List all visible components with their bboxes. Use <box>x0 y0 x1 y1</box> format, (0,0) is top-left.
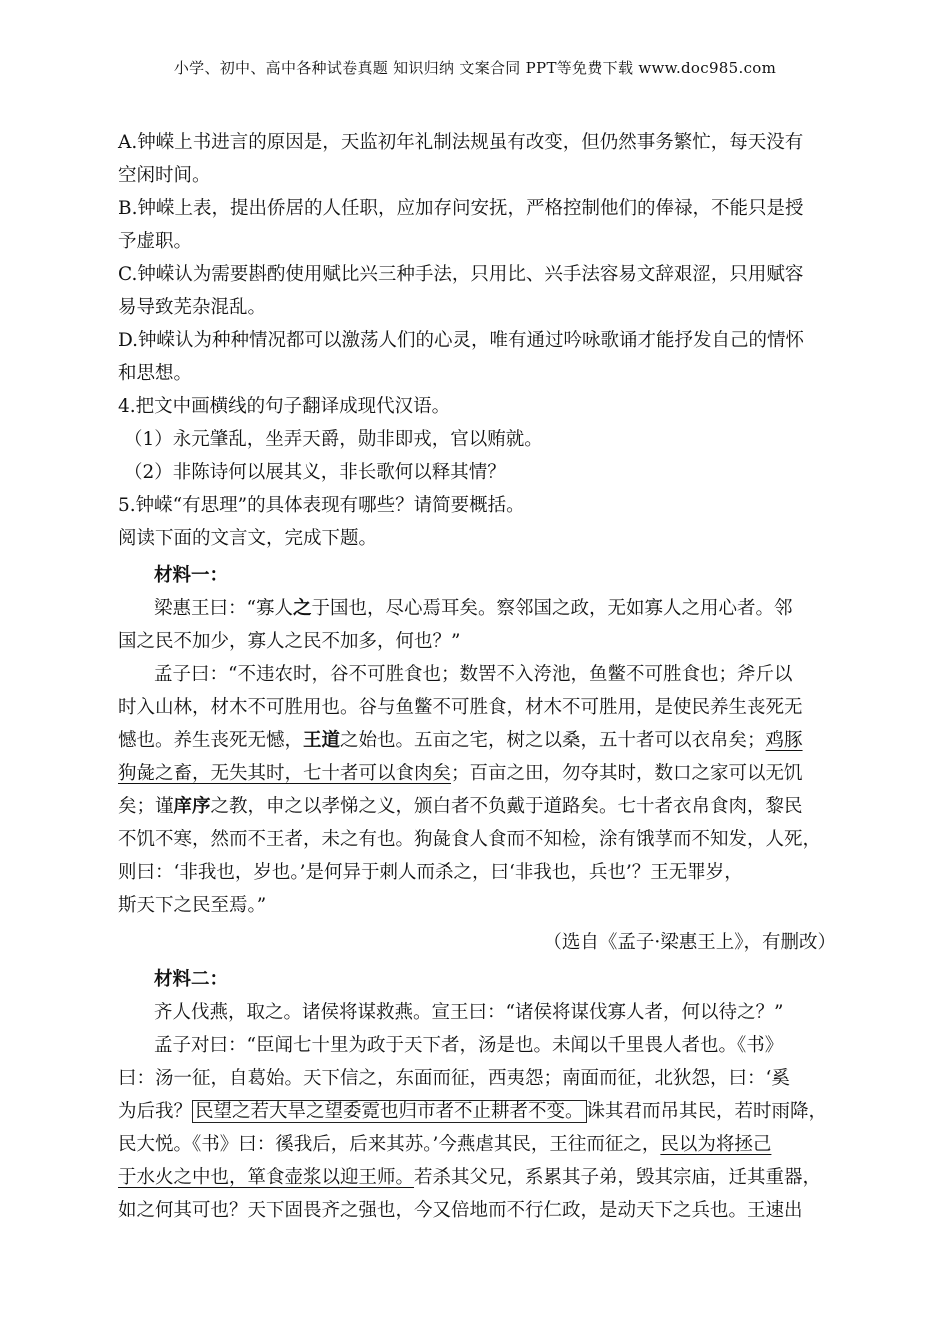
option-b-line1: B.钟嵘上表，提出侨居的人任职，应加存问安抚，严格控制他们的俸禄，不能只是授 <box>118 198 804 219</box>
question-4-prompt: 4.把文中画横线的句子翻译成现代汉语。 <box>118 396 451 417</box>
emphasis-word: 之 <box>292 598 312 619</box>
boxed-sentence: 民望之若大旱之望委霓也归市者不止耕者不变。 <box>192 1100 587 1123</box>
material-2-para-2-line: 孟子对曰：“臣闻七十里为政于天下者，汤是也。未闻以千里畏人者也。《书》 <box>154 1035 784 1056</box>
material-1-para-2-line: 则曰：‘非我也，岁也。’是何异于刺人而杀之，曰‘非我也，兵也’？王无罪岁， <box>118 862 743 883</box>
material-2-para-2-line: 于水火之中也，箪食壶浆以迎王师。若杀其父兄，系累其子弟，毁其宗庙，迁其重器， <box>118 1167 822 1188</box>
material-1-para-1-line: 国之民不加少，寡人之民不加多，何也？” <box>118 631 461 652</box>
material-2-title: 材料二： <box>154 969 229 990</box>
question-5-prompt: 5.钟嵘“有思理”的具体表现有哪些？请简要概括。 <box>118 495 525 516</box>
underlined-sentence: 鸡豚 <box>765 730 803 751</box>
option-a-line2: 空闲时间。 <box>118 165 211 186</box>
material-2-para-1: 齐人伐燕，取之。诸侯将谋救燕。宣王曰：“诸侯将谋伐寡人者，何以待之？” <box>154 1002 784 1023</box>
option-c-line2: 易导致芜杂混乱。 <box>118 297 267 318</box>
material-1-para-1-line: 梁惠王曰：“寡人之于国也，尽心焉耳矣。察邻国之政，无如寡人之用心者。邻 <box>154 598 793 619</box>
underlined-sentence: 于水火之中也，箪食壶浆以迎王师。 <box>118 1167 415 1188</box>
reading-intro: 阅读下面的文言文，完成下题。 <box>118 528 378 549</box>
material-2-para-2-line: 民大悦。《书》曰：徯我后，后来其苏。’今燕虐其民，王往而征之，民以为将拯己 <box>118 1134 772 1155</box>
material-2-para-2-line: 为后我？ 民望之若大旱之望委霓也归市者不止耕者不变。 诛其君而吊其民，若时雨降， <box>118 1101 828 1122</box>
option-d-line2: 和思想。 <box>118 363 193 384</box>
document-body <box>118 126 848 1227</box>
material-1-para-2-line: 斯天下之民至焉。” <box>118 895 267 916</box>
option-c-line1: C.钟嵘认为需要斟酌使用赋比兴三种手法，只用比、兴手法容易文辞艰涩，只用赋容 <box>118 264 804 285</box>
underlined-sentence: 狗彘之畜，无失其时，七十者可以食肉矣 <box>118 763 452 784</box>
material-1-para-2-line: 时入山林，材木不可胜用也。谷与鱼鳖不可胜食，材木不可胜用，是使民养生丧死无 <box>118 697 803 718</box>
material-1-title: 材料一： <box>154 565 229 586</box>
material-1-para-2-line: 孟子曰：“不违农时，谷不可胜食也；数罟不入洿池，鱼鳖不可胜食也；斧斤以 <box>154 664 793 685</box>
page-header: 小学、初中、高中各种试卷真题 知识归纳 文案合同 PPT等免费下载 www.doc985.com <box>173 59 777 77</box>
emphasis-word: 庠序 <box>173 796 211 817</box>
material-1-para-2-line: 憾也。养生丧死无憾，王道之始也。五亩之宅，树之以桑，五十者可以衣帛矣；鸡豚 <box>118 730 803 751</box>
option-a-line1: A.钟嵘上书进言的原因是，天监初年礼制法规虽有改变，但仍然事务繁忙，每天没有 <box>118 132 804 153</box>
option-b-line2: 予虚职。 <box>118 231 193 252</box>
material-2-para-2-line: 曰：汤一征，自葛始。天下信之，东面而征，西夷怨；南面而征，北狄怨，曰：‘奚 <box>118 1068 790 1089</box>
material-1-para-2-line: 矣；谨庠序之教，申之以孝悌之义，颁白者不负戴于道路矣。七十者衣帛食肉，黎民 <box>118 796 803 817</box>
material-2-para-2-line: 如之何其可也？天下固畏齐之强也，今又倍地而不行仁政，是动天下之兵也。王速出 <box>118 1200 803 1221</box>
question-4-item-1: （1）永元肇乱，坐弄天爵，勋非即戎，官以贿就。 <box>124 429 543 450</box>
material-1-para-2-line: 不饥不寒，然而不王者，未之有也。狗彘食人食而不知检，涂有饿莩而不知发，人死， <box>118 829 822 850</box>
material-1-para-2-line: 狗彘之畜，无失其时，七十者可以食肉矣；百亩之田，勿夺其时，数口之家可以无饥 <box>118 763 803 784</box>
emphasis-word: 王道 <box>303 730 341 751</box>
material-1-source: （选自《孟子·梁惠王上》，有删改） <box>543 932 836 953</box>
option-d-line1: D.钟嵘认为种种情况都可以激荡人们的心灵，唯有通过吟咏歌诵才能抒发自己的情怀 <box>118 330 805 351</box>
question-4-item-2: （2）非陈诗何以展其义，非长歌何以释其情？ <box>124 462 506 483</box>
underlined-sentence: 民以为将拯己 <box>660 1134 772 1155</box>
